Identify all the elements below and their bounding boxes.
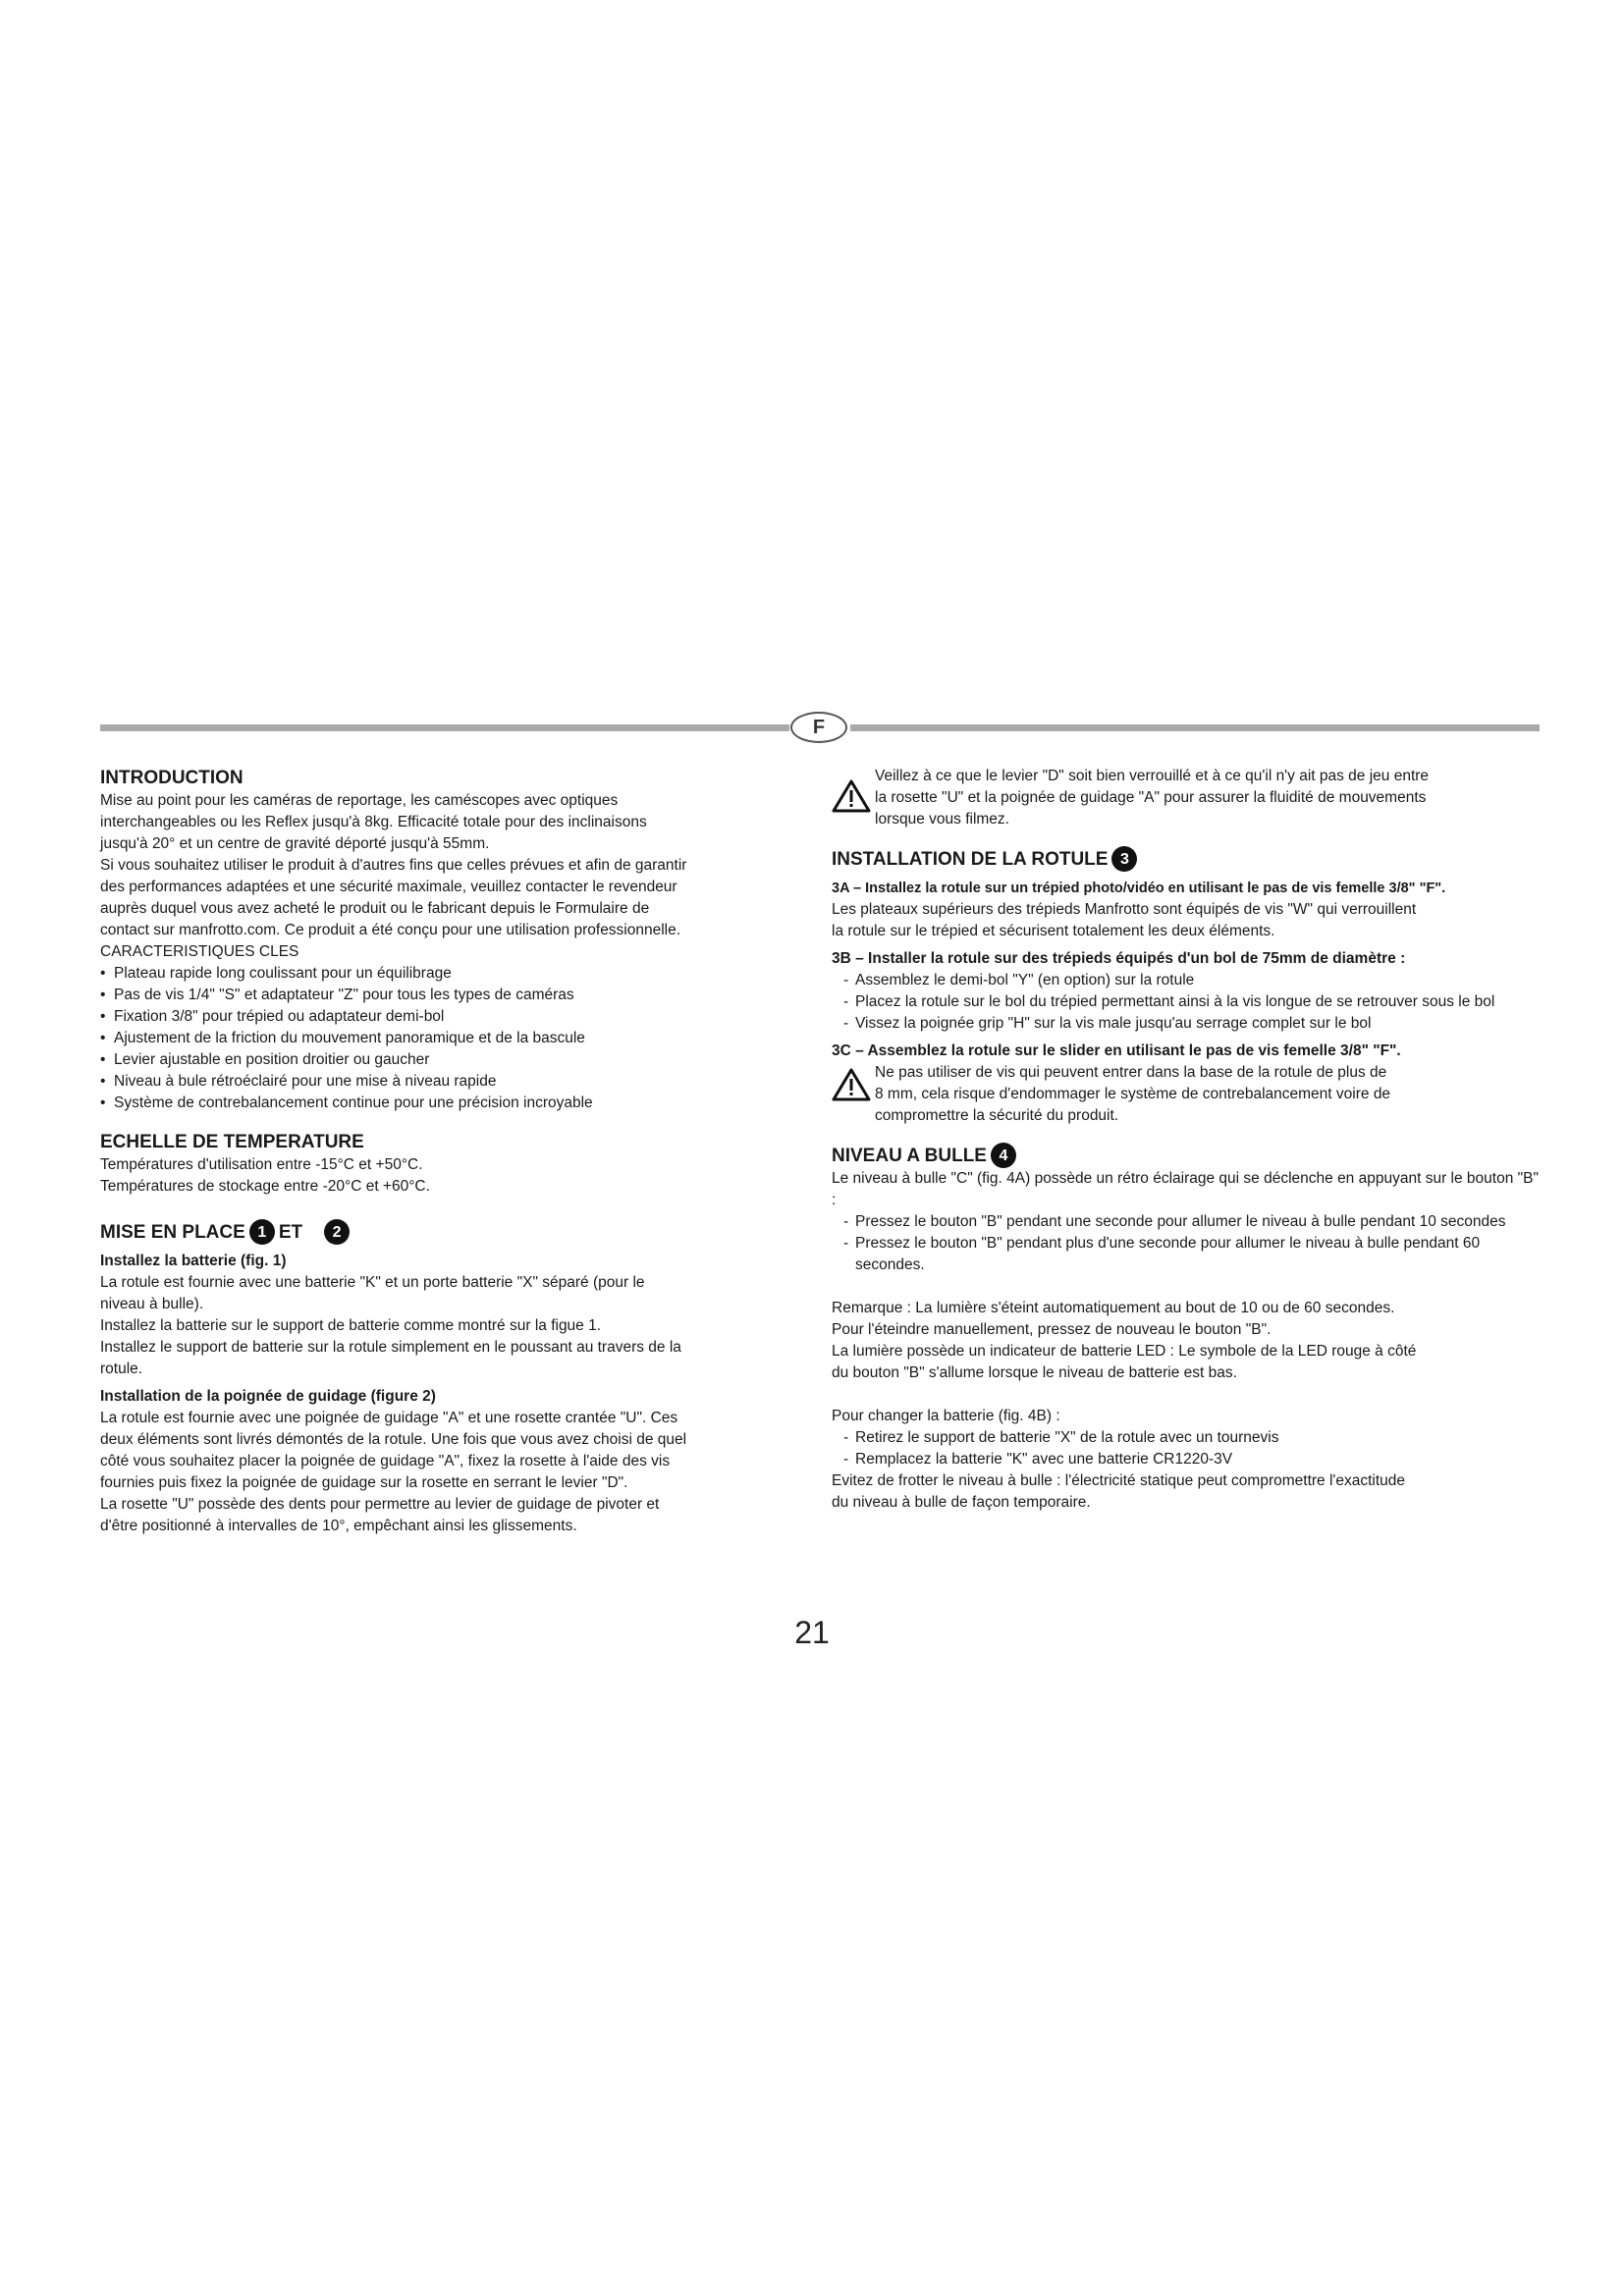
- battery-line: Installez le support de batterie sur la rotule simplement en le poussant au travers de la: [100, 1339, 681, 1356]
- temperature-line: Températures de stockage entre -20°C et +60°C.: [100, 1178, 430, 1195]
- handle-line: d'être positionné à intervalles de 10°, empêchant ainsi les glissements.: [100, 1518, 577, 1534]
- handle-line: La rosette "U" possède des dents pour permettre au levier de guidage de pivoter et: [100, 1496, 660, 1513]
- install-title: [832, 846, 1539, 872]
- language-badge: [790, 712, 847, 743]
- features-list: [100, 963, 805, 1114]
- battery-line: niveau à bulle).: [100, 1296, 204, 1312]
- warning-line: 8 mm, cela risque d'endommager le système de contrebalancement voire de: [875, 1086, 1391, 1102]
- list-item: • Ajustement de la friction du mouvement panoramique et de la bascule: [100, 1028, 805, 1049]
- list-item: - Placez la rotule sur le bol du trépied permettant ainsi à la vis longue de se retrouver sous le bol: [843, 991, 1539, 1013]
- list-item: - Pressez le bouton "B" pendant une seconde pour allumer le niveau à bulle pendant 10 secondes: [843, 1211, 1539, 1233]
- intro-line: auprès duquel vous avez acheté le produit ou le fabricant depuis le Formulaire de: [100, 900, 650, 917]
- remark-line: La lumière possède un indicateur de batterie LED : Le symbole de la LED rouge à côté: [832, 1343, 1417, 1360]
- battery-line: La rotule est fournie avec une batterie "K" et un porte batterie "X" séparé (pour le: [100, 1274, 645, 1291]
- list-item: • Levier ajustable en position droitier ou gaucher: [100, 1049, 805, 1071]
- setup-and-text: ET: [278, 1221, 303, 1243]
- list-item: • Plateau rapide long coulissant pour un équilibrage: [100, 963, 805, 985]
- list-item: - Retirez le support de batterie "X" de la rotule avec un tournevis: [843, 1427, 1539, 1449]
- list-item: - Vissez la poignée grip "H" sur la vis male jusqu'au serrage complet sur le bol: [843, 1013, 1539, 1035]
- language-code: F: [812, 716, 826, 738]
- step-3a-line: la rotule sur le trépied et sécurisent totalement les deux éléments.: [832, 923, 1275, 939]
- handle-line: La rotule est fournie avec une poignée de guidage "A" et une rosette crantée "U". Ces: [100, 1410, 678, 1426]
- intro-text: [100, 790, 805, 963]
- warning-lever: [832, 766, 1539, 830]
- battery-change-list: [832, 1427, 1539, 1470]
- list-item: • Pas de vis 1/4" "S" et adaptateur "Z" pour tous les types de caméras: [100, 985, 805, 1006]
- warning-screws: [832, 1062, 1539, 1127]
- step-3a-title: 3A – Installez la rotule sur un trépied photo/vidéo en utilisant le pas de vis femelle 3/8" "F".: [832, 881, 1446, 896]
- level-title-text: NIVEAU A BULLE: [832, 1145, 987, 1166]
- left-column: [100, 766, 805, 1537]
- list-item: • Système de contrebalancement continue pour une précision incroyable: [100, 1093, 805, 1114]
- handle-line: fournies puis fixez la poignée de guidage sur la rosette en serrant le levier "D".: [100, 1474, 628, 1491]
- list-item: - Assemblez le demi-bol "Y" (en option) sur la rotule: [843, 970, 1539, 991]
- handle-line: côté vous souhaitez placer la poignée de guidage "A", fixez la rosette à l'aide des vis: [100, 1453, 671, 1469]
- list-item: • Niveau à bule rétroéclairé pour une mise à niveau rapide: [100, 1071, 805, 1093]
- list-item: - Remplacez la batterie "K" avec une batterie CR1220-3V: [843, 1449, 1539, 1470]
- warning-line: la rosette "U" et la poignée de guidage "A" pour assurer la fluidité de mouvements: [875, 789, 1427, 806]
- temperature-title: ECHELLE DE TEMPERATURE: [100, 1132, 364, 1152]
- level-title: [832, 1143, 1539, 1168]
- intro-line: interchangeables ou les Reflex jusqu'à 8kg. Efficacité totale pour des inclinaisons: [100, 814, 647, 830]
- remark-line: Pour l'éteindre manuellement, pressez de nouveau le bouton "B".: [832, 1321, 1272, 1338]
- header-rule-right: [850, 724, 1540, 731]
- setup-title: [100, 1219, 805, 1245]
- intro-line: des performances adaptées et une sécurité maximale, veuillez contacter le revendeur: [100, 879, 677, 895]
- header-rule-left: [100, 724, 789, 731]
- warning-line: lorsque vous filmez.: [875, 811, 1009, 828]
- battery-change-title: Pour changer la batterie (fig. 4B) :: [832, 1408, 1060, 1424]
- intro-line: Si vous souhaitez utiliser le produit à d'autres fins que celles prévues et afin de garantir: [100, 857, 687, 874]
- step-3a-line: Les plateaux supérieurs des trépieds Manfrotto sont équipés de vis "W" qui verrouillent: [832, 901, 1417, 918]
- static-warning-line: du niveau à bulle de façon temporaire.: [832, 1494, 1091, 1511]
- battery-install-title: Installez la batterie (fig. 1): [100, 1253, 287, 1269]
- battery-line: Installez la batterie sur le support de batterie comme montré sur la figue 1.: [100, 1317, 602, 1334]
- intro-line: contact sur manfrotto.com. Ce produit a été conçu pour une utilisation professionnelle.: [100, 922, 681, 938]
- list-item: - Pressez le bouton "B" pendant plus d'une seconde pour allumer le niveau à bulle pendant 60 secondes.: [843, 1233, 1539, 1276]
- step-2-badge: 2: [324, 1219, 350, 1245]
- level-steps-list: [832, 1211, 1539, 1276]
- temperature-line: Températures d'utilisation entre -15°C et +50°C.: [100, 1156, 423, 1173]
- warning-line: compromettre la sécurité du produit.: [875, 1107, 1119, 1124]
- right-column: [832, 766, 1539, 1514]
- step-4-badge: 4: [991, 1143, 1016, 1168]
- list-item: • Fixation 3/8" pour trépied ou adaptateur demi-bol: [100, 1006, 805, 1028]
- handle-install-title: Installation de la poignée de guidage (figure 2): [100, 1388, 436, 1405]
- warning-text: [875, 1062, 1539, 1127]
- static-warning-line: Evitez de frotter le niveau à bulle : l'électricité statique peut compromettre l'exactitude: [832, 1472, 1406, 1489]
- level-intro: Le niveau à bulle "C" (fig. 4A) possède un rétro éclairage qui se déclenche en appuyant sur le bouton "B" :: [832, 1170, 1539, 1208]
- warning-line: Ne pas utiliser de vis qui peuvent entrer dans la base de la rotule de plus de: [875, 1064, 1387, 1081]
- step-3c-title: 3C – Assemblez la rotule sur le slider en utilisant le pas de vis femelle 3/8" "F".: [832, 1042, 1401, 1059]
- step-3-badge: 3: [1111, 846, 1137, 872]
- features-heading: CARACTERISTIQUES CLES: [100, 943, 299, 960]
- battery-line: rotule.: [100, 1361, 143, 1377]
- warning-line: Veillez à ce que le levier "D" soit bien verrouillé et à ce qu'il n'y ait pas de jeu entre: [875, 768, 1430, 784]
- page-number: 21: [794, 1615, 830, 1650]
- warning-triangle-icon: [832, 1068, 871, 1101]
- step-3b-list: [832, 970, 1539, 1035]
- warning-triangle-icon: [832, 779, 871, 813]
- handle-line: deux éléments sont livrés démontés de la rotule. Une fois que vous avez choisi de quel: [100, 1431, 687, 1448]
- intro-line: Mise au point pour les caméras de reportage, les caméscopes avec optiques: [100, 792, 619, 809]
- setup-title-text: MISE EN PLACE: [100, 1221, 245, 1243]
- intro-title: INTRODUCTION: [100, 768, 244, 788]
- step-3b-title: 3B – Installer la rotule sur des trépieds équipés d'un bol de 75mm de diamètre :: [832, 950, 1406, 967]
- step-1-badge: 1: [249, 1219, 275, 1245]
- warning-text: [875, 766, 1539, 830]
- install-title-text: INSTALLATION DE LA ROTULE: [832, 848, 1109, 870]
- remark-line: Remarque : La lumière s'éteint automatiquement au bout de 10 ou de 60 secondes.: [832, 1300, 1395, 1316]
- intro-line: jusqu'à 20° et un centre de gravité déporté jusqu'à 55mm.: [100, 835, 490, 852]
- remark-line: du bouton "B" s'allume lorsque le niveau de batterie est bas.: [832, 1364, 1237, 1381]
